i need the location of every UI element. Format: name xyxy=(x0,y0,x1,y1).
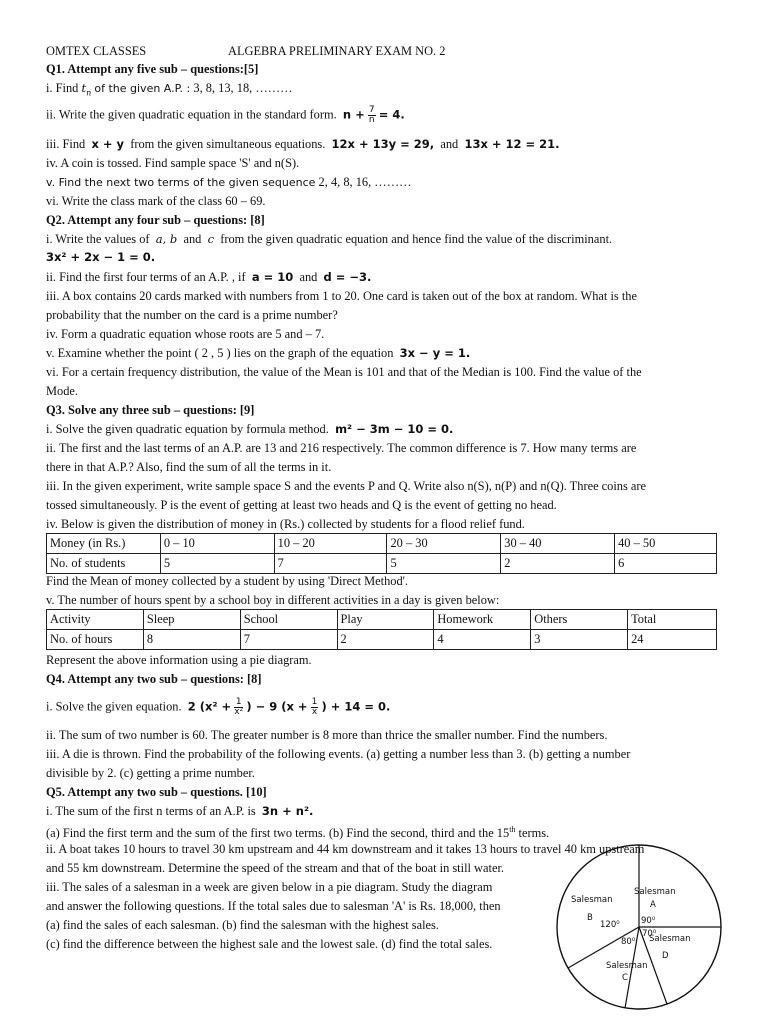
table-cell: 5 xyxy=(160,554,274,574)
pie-label-d: D xyxy=(662,951,669,961)
table-cell: No. of students xyxy=(47,554,161,574)
table-cell: No. of hours xyxy=(47,630,144,650)
table-cell: Money (in Rs.) xyxy=(47,534,161,554)
q2-item-i: i. Write the values of a, b and c from the given quadratic equation and hence find the value of the discriminant. xyxy=(46,232,613,246)
q4-item-ii: ii. The sum of two number is 60. The greater number is 8 more than thrice the smaller number. Find the numbers. xyxy=(46,728,608,742)
pie-angle-d: 70⁰ xyxy=(642,929,657,939)
header-exam-title: ALGEBRA PRELIMINARY EXAM NO. 2 xyxy=(228,44,446,58)
table-cell: 20 – 30 xyxy=(387,534,501,554)
q5-item-iii-line3: (a) find the sales of each salesman. (b) find the salesman with the highest sales. xyxy=(46,918,439,932)
table-cell: Homework xyxy=(434,610,531,630)
q1-title: Q1. Attempt any five sub – questions:[5] xyxy=(46,62,259,76)
q5-title: Q5. Attempt any two sub – questions. [10] xyxy=(46,785,267,799)
q2-item-ii: ii. Find the first four terms of an A.P. , if a = 10 and d = −3. xyxy=(46,270,372,284)
pie-angle-a: 90⁰ xyxy=(641,916,656,926)
q1-item-v: v. Find the next two terms of the given sequence 2, 4, 8, 16, ……… xyxy=(46,175,412,189)
q5-item-ii-line2: and 55 km downstream. Determine the speed of the stream and that of the boat in still water. xyxy=(46,861,504,875)
q5-item-ii-line1: ii. A boat takes 10 hours to travel 30 km upstream and 44 km downstream and it takes 13 hours to travel 40 km upstream xyxy=(46,842,645,856)
q2-item-vi-line1: vi. For a certain frequency distribution, the value of the Mean is 101 and that of the Median is 100. Find the value of the xyxy=(46,365,642,379)
q3-title: Q3. Solve any three sub – questions: [9] xyxy=(46,403,255,417)
q3-item-iv-after: Find the Mean of money collected by a student by using 'Direct Method'. xyxy=(46,574,408,588)
table-cell: 30 – 40 xyxy=(501,534,615,554)
q5-item-i-parts: (a) Find the first term and the sum of the first two terms. (b) Find the second, third and the 15th terms. xyxy=(46,825,550,841)
salesman-pie-diagram xyxy=(550,838,728,1016)
q5-item-iii-line1: iii. The sales of a salesman in a week are given below in a pie diagram. Study the diagram xyxy=(46,880,493,894)
q1-item-iv: iv. A coin is tossed. Find sample space 'S' and n(S). xyxy=(46,156,300,170)
q3-item-v: v. The number of hours spent by a school boy in different activities in a day is given below: xyxy=(46,593,500,607)
q3-item-iii-line1: iii. In the given experiment, write sample space S and the events P and Q. Write also n(S), n(P) and n(Q). Three coins are xyxy=(46,479,647,493)
table-cell: Play xyxy=(337,610,434,630)
pie-label-salesman-b: Salesman xyxy=(571,895,613,905)
header-institute: OMTEX CLASSES xyxy=(46,44,147,58)
table-cell: 8 xyxy=(143,630,240,650)
q3-item-iii-line2: tossed simultaneously. P is the event of getting at least two heads and Q is the event of getting no head. xyxy=(46,498,557,512)
q2-item-iii-line1: iii. A box contains 20 cards marked with numbers from 1 to 20. One card is taken out of the box at random. What is the xyxy=(46,289,637,303)
pie-label-salesman-c: Salesman xyxy=(606,961,648,971)
q5-item-iii-line4: (c) find the difference between the highest sale and the lowest sale. (d) find the total sales. xyxy=(46,937,493,951)
pie-label-b: B xyxy=(587,913,593,923)
pie-label-a: A xyxy=(650,900,656,910)
q5-item-iii-line2: and answer the following questions. If the total sales due to salesman 'A' is Rs. 18,000, then xyxy=(46,899,501,913)
q2-title: Q2. Attempt any four sub – questions: [8] xyxy=(46,213,265,227)
pie-angle-b: 120⁰ xyxy=(600,920,620,930)
q2-item-v: v. Examine whether the point ( 2 , 5 ) lies on the graph of the equation 3x − y = 1. xyxy=(46,346,471,360)
q3-item-i: i. Solve the given quadratic equation by formula method. m² − 3m − 10 = 0. xyxy=(46,422,454,436)
q1-item-ii: ii. Write the given quadratic equation in the standard form. n + $\frac{7}{n}$ = 4. xyxy=(46,105,405,125)
q2-equation: 3x² + 2x − 1 = 0. xyxy=(46,250,156,264)
table-cell: Total xyxy=(628,610,717,630)
table-cell: Activity xyxy=(47,610,144,630)
table-cell: 2 xyxy=(337,630,434,650)
exam-header xyxy=(46,43,445,59)
table-row xyxy=(47,554,717,574)
table-cell: 3 xyxy=(531,630,628,650)
q2-item-vi-line2: Mode. xyxy=(46,384,79,398)
q4-title: Q4. Attempt any two sub – questions: [8] xyxy=(46,672,262,686)
q4-item-iii-line1: iii. A die is thrown. Find the probability of the following events. (a) getting a number less than 3. (b) getting a number xyxy=(46,747,631,761)
pie-label-salesman-a: Salesman xyxy=(634,887,676,897)
q1-item-iii: iii. Find x + y from the given simultaneous equations. 12x + 13y = 29, and 13x + 12 = 21. xyxy=(46,137,560,151)
q3-item-ii-line2: there in that A.P.? Also, find the sum of all the terms in it. xyxy=(46,460,332,474)
money-distribution-table xyxy=(46,533,717,574)
table-row xyxy=(47,630,717,650)
table-cell: 7 xyxy=(274,554,387,574)
q1-item-vi: vi. Write the class mark of the class 60 – 69. xyxy=(46,194,266,208)
table-cell: 2 xyxy=(501,554,615,574)
table-cell: Sleep xyxy=(143,610,240,630)
pie-angle-c: 80⁰ xyxy=(621,937,636,947)
table-cell: 0 – 10 xyxy=(160,534,274,554)
q2-item-iv: iv. Form a quadratic equation whose roots are 5 and – 7. xyxy=(46,327,325,341)
q5-item-i: i. The sum of the first n terms of an A.P. is 3n + n². xyxy=(46,804,314,818)
pie-label-salesman-d: Salesman xyxy=(649,934,691,944)
table-cell: 10 – 20 xyxy=(274,534,387,554)
table-row xyxy=(47,534,717,554)
table-cell: Others xyxy=(531,610,628,630)
table-cell: 7 xyxy=(240,630,337,650)
q2-item-iii-line2: probability that the number on the card is a prime number? xyxy=(46,308,338,322)
table-cell: 4 xyxy=(434,630,531,650)
q3-item-iv: iv. Below is given the distribution of money in (Rs.) collected by students for a flood relief fund. xyxy=(46,517,525,531)
pie-label-c: C xyxy=(622,973,628,983)
table-cell: 40 – 50 xyxy=(615,534,717,554)
table-cell: School xyxy=(240,610,337,630)
table-cell: 6 xyxy=(615,554,717,574)
q1-item-i: i. Find $t_n$ of the given A.P. : 3, 8, 13, 18, ……… xyxy=(46,81,293,98)
activity-hours-table xyxy=(46,609,717,650)
q3-item-ii-line1: ii. The first and the last terms of an A.P. are 13 and 216 respectively. The common difference is 7. How many terms are xyxy=(46,441,637,455)
q4-item-i: i. Solve the given equation. 2 (x² + $\frac{1}{\text{x²}}$ ) − 9 (x + $\frac{1}{x}$ ) + 14 = 0. xyxy=(46,697,391,717)
table-row xyxy=(47,610,717,630)
table-cell: 5 xyxy=(387,554,501,574)
q4-item-iii-line2: divisible by 2. (c) getting a prime number. xyxy=(46,766,255,780)
table-cell: 24 xyxy=(628,630,717,650)
q3-item-v-after: Represent the above information using a pie diagram. xyxy=(46,653,312,667)
